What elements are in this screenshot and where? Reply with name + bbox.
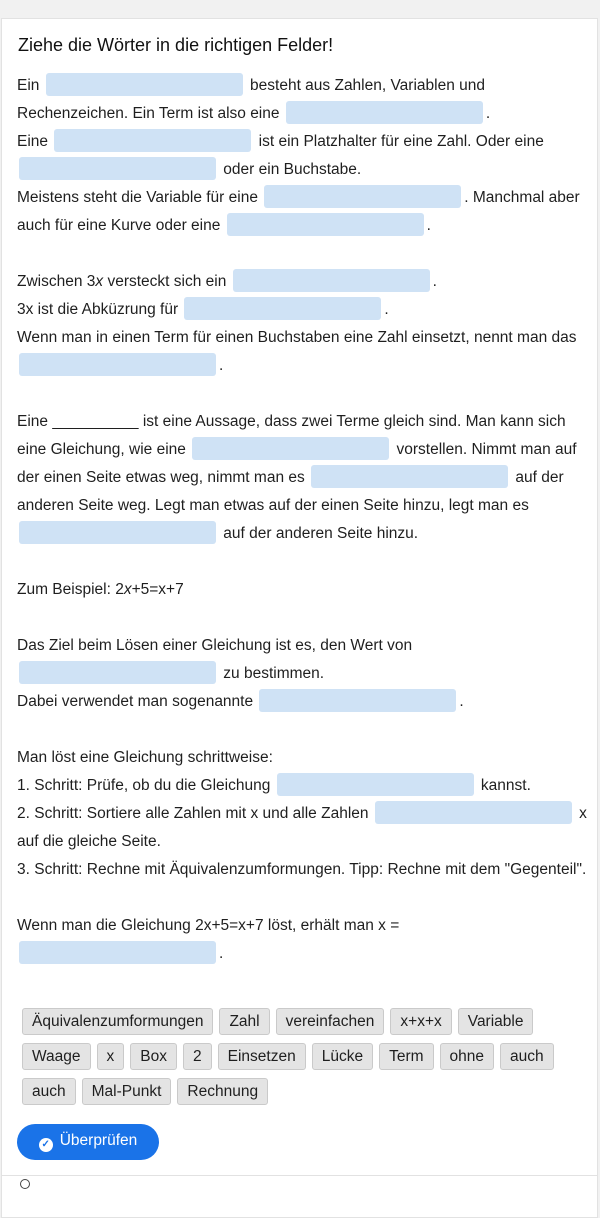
divider — [1, 1175, 598, 1176]
drop-gap-14[interactable] — [259, 689, 456, 712]
word-chip[interactable]: Zahl — [219, 1008, 269, 1035]
check-circle-icon: ✓ — [39, 1138, 53, 1152]
word-chip[interactable]: x — [97, 1043, 125, 1070]
word-chip[interactable]: vereinfachen — [276, 1008, 385, 1035]
task-title: Ziehe die Wörter in die richtigen Felder! — [18, 35, 334, 55]
word-chip[interactable]: Waage — [22, 1043, 91, 1070]
drop-gap-3[interactable] — [54, 129, 251, 152]
check-button-label: Überprüfen — [59, 1132, 138, 1149]
word-chip[interactable]: Äquivalenzumformungen — [22, 1008, 213, 1035]
drop-gap-11[interactable] — [311, 465, 508, 488]
word-chip[interactable]: Mal-Punkt — [82, 1078, 172, 1105]
word-chip[interactable]: auch — [22, 1078, 76, 1105]
drop-gap-9[interactable] — [19, 353, 216, 376]
drop-gap-13[interactable] — [19, 661, 216, 684]
word-chip[interactable]: Box — [130, 1043, 177, 1070]
word-chip[interactable]: ohne — [440, 1043, 494, 1070]
word-chip[interactable]: x+x+x — [390, 1008, 451, 1035]
word-chip[interactable]: Lücke — [312, 1043, 373, 1070]
drop-gap-12[interactable] — [19, 521, 216, 544]
circle-icon — [20, 1179, 30, 1189]
drop-gap-8[interactable] — [184, 297, 381, 320]
cloze-text: Ein besteht aus Zahlen, Variablen und Rechenzeichen. Ein Term ist also eine . Eine ist ein Platzhalter für eine Zahl. Oder eine oder ein Buchstabe. Meistens steht die Variable für eine . Manchmal aber auch für eine Kurve oder eine . Zwischen 3x versteckt sich ein . 3x ist die Abküzrung für . Wenn man in einen Term für einen Buchstaben eine Zahl einsetzt, nennt man das . Eine __________ ist eine Aussage, dass zwei Terme gleich sind. Man kann sich eine Gleichung, wie eine vorstellen. Nimmt man auf der einen Seite etwas weg, nimmt man es auf der anderen Seite weg. Legt man etwas auf der einen Seite hinzu, legt man es auf der anderen Seite hinzu. Zum Beispiel: 2x+5=x+7 Das Ziel beim Lösen einer Gleichung ist es, den Wert von zu bestimmen. Dabei verwendet man sogenannte . Man löst eine Gleichung schrittweise: 1. Schritt: Prüfe, ob du die Gleichung kannst. 2. Schritt: Sortiere alle Zahlen mit x und alle Zahlen x auf die gleiche Seite. 3. Schritt: Rechne mit Äquivalenzumformungen. Tipp: Rechne mit dem "Gegenteil". Wenn man die Gleichung 2x+5=x+7 löst, erhält man x = . — [17, 72, 587, 968]
word-chip[interactable]: Rechnung — [177, 1078, 268, 1105]
drop-gap-15[interactable] — [277, 773, 474, 796]
word-chip[interactable]: 2 — [183, 1043, 212, 1070]
word-chip[interactable]: auch — [500, 1043, 554, 1070]
drop-gap-4[interactable] — [19, 157, 216, 180]
drop-gap-16[interactable] — [375, 801, 572, 824]
drop-gap-2[interactable] — [286, 101, 483, 124]
drop-gap-5[interactable] — [264, 185, 461, 208]
word-chip[interactable]: Term — [379, 1043, 433, 1070]
check-button[interactable] — [17, 1124, 159, 1160]
drop-gap-17[interactable] — [19, 941, 216, 964]
word-chip[interactable]: Variable — [458, 1008, 534, 1035]
drop-gap-6[interactable] — [227, 213, 424, 236]
drop-gap-7[interactable] — [233, 269, 430, 292]
drop-gap-1[interactable] — [46, 73, 243, 96]
drop-gap-10[interactable] — [192, 437, 389, 460]
word-bank — [22, 1008, 582, 1113]
word-chip[interactable]: Einsetzen — [218, 1043, 306, 1070]
